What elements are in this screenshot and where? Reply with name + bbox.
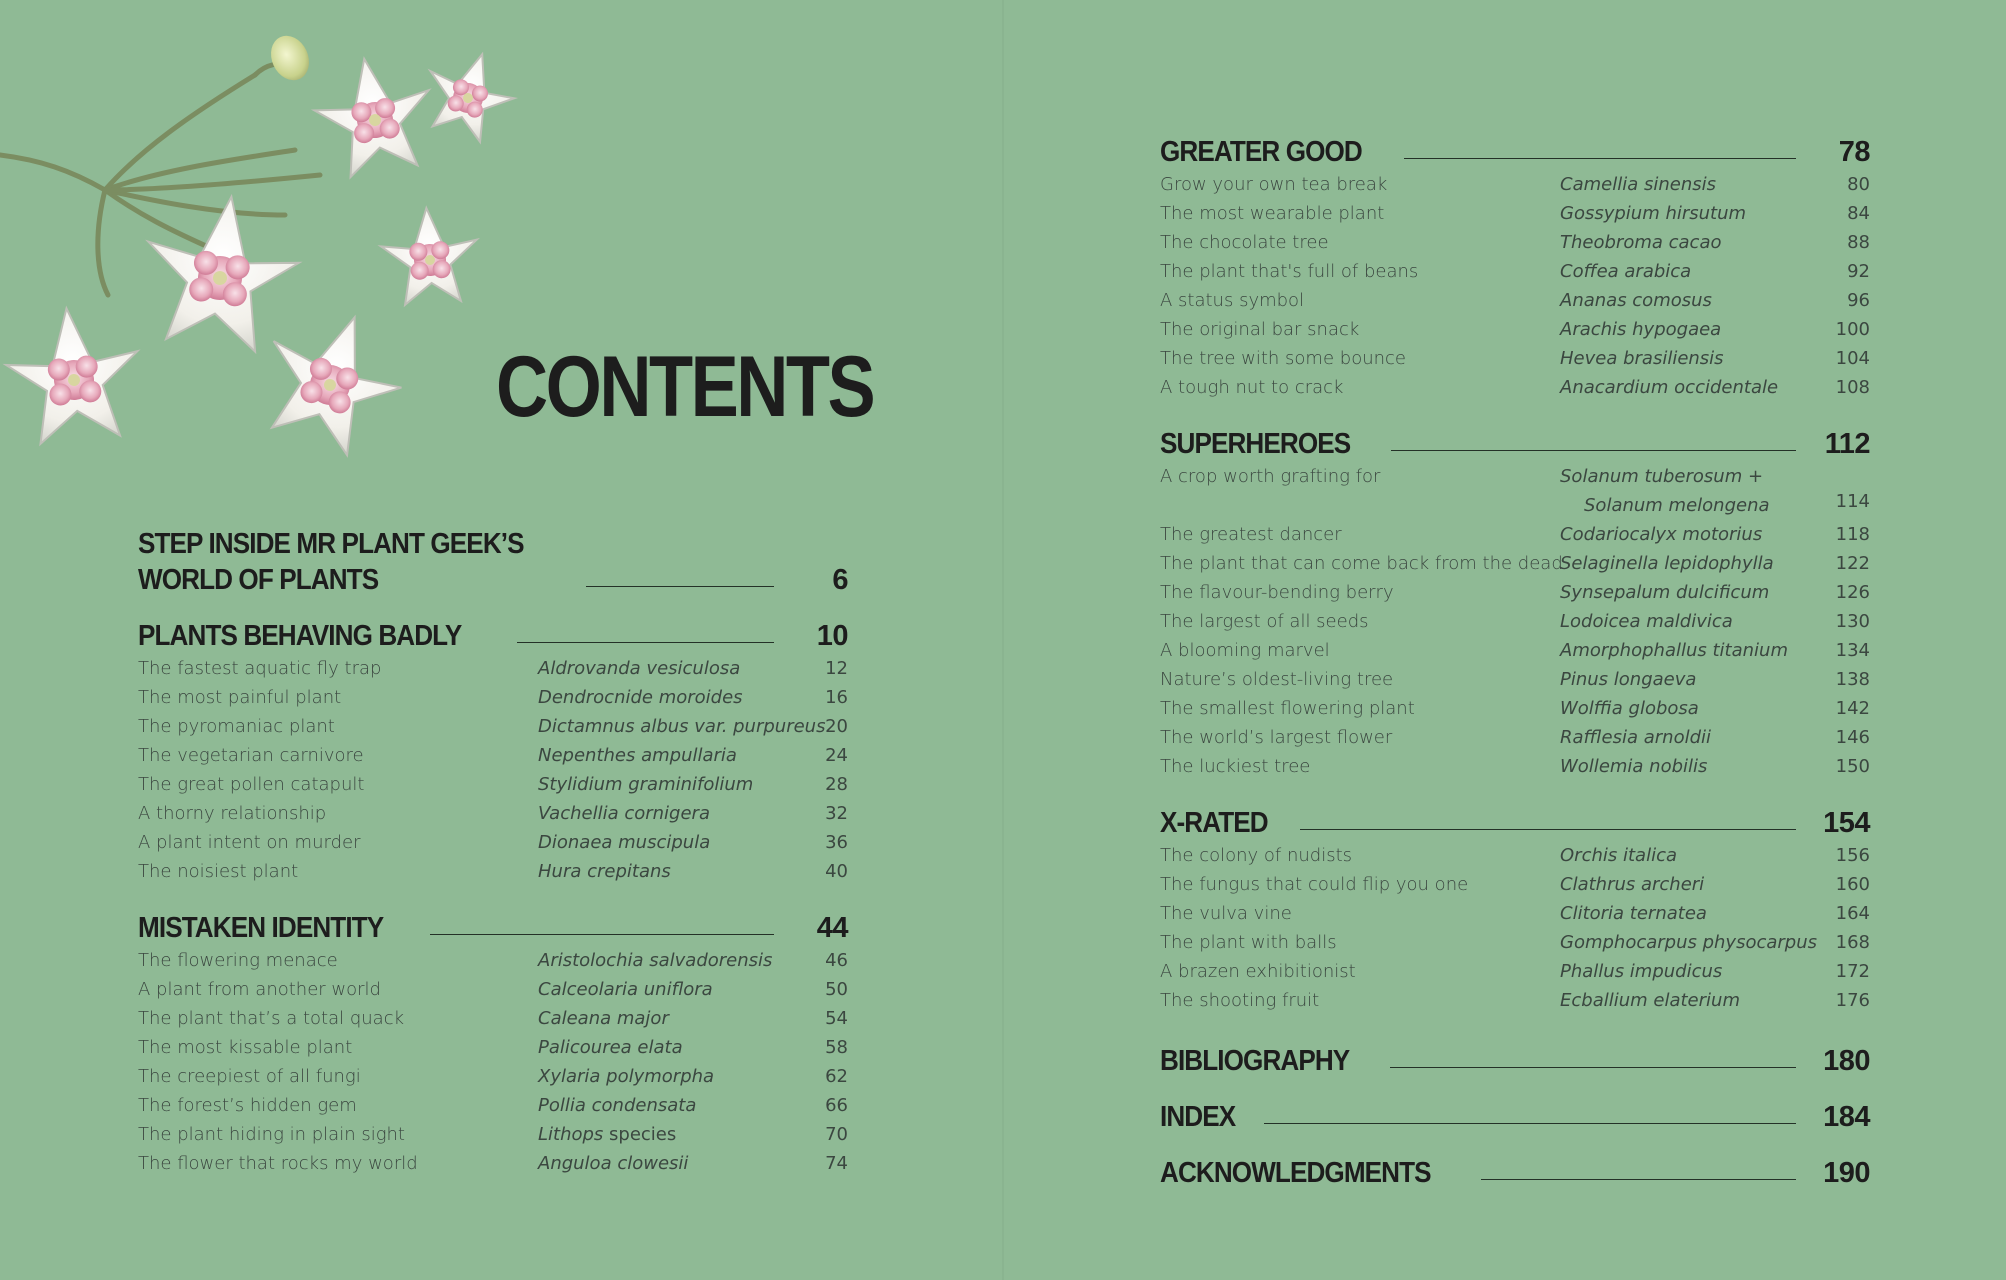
page-number: 40 (825, 861, 848, 882)
section-heading: ACKNOWLEDGMENTS (1160, 1157, 1431, 1189)
page-number: 138 (1835, 669, 1870, 690)
scientific-name: Wolffia globosa (1560, 698, 1699, 719)
leader-line (1300, 829, 1796, 830)
greater-good-section (1160, 136, 1870, 402)
scientific-name: Selaginella lepidophylla (1560, 553, 1774, 574)
page-number: 100 (1835, 319, 1870, 340)
leader-line (1404, 158, 1796, 159)
toc-entry[interactable] (138, 857, 848, 886)
page-number: 150 (1835, 756, 1870, 777)
section-page-number: 112 (1824, 428, 1870, 460)
toc-entry[interactable] (138, 975, 848, 1004)
entry-title: The flower that rocks my world (138, 1153, 418, 1174)
leader-line (1481, 1179, 1796, 1180)
entry-title: The plant that's full of beans (1160, 261, 1419, 282)
entry-title: The colony of nudists (1160, 845, 1353, 866)
toc-entry[interactable] (1160, 723, 1870, 752)
page-number: 168 (1835, 932, 1870, 953)
page-number: 84 (1847, 203, 1870, 224)
entry-title: A crop worth grafting for (1160, 466, 1381, 487)
toc-entry[interactable] (138, 1004, 848, 1033)
section-heading-row[interactable] (1160, 428, 1870, 460)
section-page-number: 190 (1823, 1157, 1870, 1189)
scientific-name-line-2: Solanum melongena (1584, 495, 1770, 516)
entry-title: The most painful plant (138, 687, 342, 708)
toc-entry[interactable] (138, 654, 848, 683)
scientific-name: Orchis italica (1560, 845, 1677, 866)
index-section (1160, 1101, 1870, 1133)
page-number: 16 (825, 687, 848, 708)
toc-entry[interactable] (1160, 286, 1870, 315)
entry-title: The most wearable plant (1160, 203, 1385, 224)
toc-entry[interactable] (1160, 607, 1870, 636)
section-page-number: 78 (1838, 136, 1870, 168)
entry-title: The vulva vine (1160, 903, 1292, 924)
bibliography-section (1160, 1045, 1870, 1077)
scientific-name: Lodoicea maldivica (1560, 611, 1733, 632)
entry-title: The great pollen catapult (138, 774, 365, 795)
page-number: 114 (1835, 491, 1870, 512)
section-heading: PLANTS BEHAVING BADLY (138, 620, 462, 652)
page-number: 96 (1847, 290, 1870, 311)
entry-title: The noisiest plant (138, 861, 299, 882)
entry-title: The luckiest tree (1160, 756, 1311, 777)
section-items (138, 654, 848, 886)
toc-entry[interactable] (1160, 520, 1870, 549)
scientific-name-italic: Lithops (538, 1124, 604, 1145)
page-number: 50 (825, 979, 848, 1000)
page-number: 54 (825, 1008, 848, 1029)
scientific-name: Vachellia cornigera (538, 803, 710, 824)
toc-entry[interactable] (138, 1033, 848, 1062)
scientific-name: Palicourea elata (538, 1037, 683, 1058)
entry-title: The smallest flowering plant (1160, 698, 1415, 719)
entry-title: The fastest aquatic fly trap (138, 658, 382, 679)
toc-entry[interactable] (138, 683, 848, 712)
toc-entry[interactable] (1160, 870, 1870, 899)
section-heading-row[interactable] (138, 912, 848, 944)
intro-heading-line-2: WORLD OF PLANTS (138, 564, 379, 596)
toc-entry[interactable] (1160, 841, 1870, 870)
entry-title: Grow your own tea break (1160, 174, 1388, 195)
scientific-name (1560, 462, 1810, 520)
entry-title: A tough nut to crack (1160, 377, 1344, 398)
intro-page-number: 6 (832, 564, 848, 596)
leader-line (1391, 450, 1796, 451)
page-number: 130 (1835, 611, 1870, 632)
scientific-name: Aldrovanda vesiculosa (538, 658, 741, 679)
scientific-name: Gossypium hirsutum (1560, 203, 1747, 224)
entry-title: The world’s largest flower (1160, 727, 1393, 748)
acknowledgments-section (1160, 1157, 1870, 1189)
toc-entry[interactable] (1160, 957, 1870, 986)
page-number: 172 (1835, 961, 1870, 982)
section-items (1160, 841, 1870, 1015)
toc-entry[interactable] (138, 946, 848, 975)
page-number: 126 (1835, 582, 1870, 603)
milkweed-flower-illustration-icon (0, 20, 530, 450)
section-spacer (138, 886, 848, 912)
scientific-name: Hura crepitans (538, 861, 671, 882)
entry-title: The chocolate tree (1160, 232, 1329, 253)
page-number: 104 (1835, 348, 1870, 369)
leader-line (430, 934, 774, 935)
entry-title: The greatest dancer (1160, 524, 1342, 545)
page-number: 164 (1835, 903, 1870, 924)
entry-title: The forest’s hidden gem (138, 1095, 357, 1116)
scientific-name: Rafflesia arnoldii (1560, 727, 1712, 748)
page-number: 80 (1847, 174, 1870, 195)
entry-title: A status symbol (1160, 290, 1305, 311)
scientific-name: Stylidium graminifolium (538, 774, 754, 795)
section-items (138, 946, 848, 1178)
scientific-name: Pinus longaeva (1560, 669, 1697, 690)
mistaken-identity-section (138, 912, 848, 1178)
page-number: 118 (1835, 524, 1870, 545)
section-heading-row[interactable] (1160, 136, 1870, 168)
toc-entry[interactable] (138, 828, 848, 857)
page-number: 160 (1835, 874, 1870, 895)
toc-entry[interactable] (1160, 986, 1870, 1015)
entry-title: A plant from another world (138, 979, 381, 1000)
section-items (1160, 462, 1870, 781)
entry-title: The flavour-bending berry (1160, 582, 1394, 603)
section-spacer (1160, 1133, 1870, 1157)
entry-title: The plant hiding in plain sight (138, 1124, 405, 1145)
scientific-name: Amorphophallus titanium (1560, 640, 1788, 661)
scientific-name (538, 1120, 788, 1149)
entry-title: The flowering menace (138, 950, 338, 971)
scientific-name: Codariocalyx motorius (1560, 524, 1763, 545)
x-rated-section (1160, 807, 1870, 1015)
scientific-name: Synsepalum dulcificum (1560, 582, 1770, 603)
toc-entry[interactable] (138, 1091, 848, 1120)
toc-entry[interactable] (138, 1062, 848, 1091)
section-heading: SUPERHEROES (1160, 428, 1351, 460)
entry-title: The plant with balls (1160, 932, 1337, 953)
leader-line (1264, 1123, 1796, 1124)
section-items (1160, 170, 1870, 402)
scientific-name: Dendrocnide moroides (538, 687, 743, 708)
section-heading-row[interactable] (1160, 1157, 1870, 1189)
scientific-name: Theobroma cacao (1560, 232, 1722, 253)
scientific-name: Dionaea muscipula (538, 832, 711, 853)
intro-heading-stack (138, 528, 566, 596)
entry-title: The shooting fruit (1160, 990, 1320, 1011)
section-spacer (138, 596, 848, 620)
entry-title: The creepiest of all fungi (138, 1066, 361, 1087)
page-number: 28 (825, 774, 848, 795)
page-number: 74 (825, 1153, 848, 1174)
entry-title: A plant intent on murder (138, 832, 361, 853)
scientific-name-line-1: Solanum tuberosum + (1560, 466, 1764, 487)
page-number: 32 (825, 803, 848, 824)
scientific-name: Pollia condensata (538, 1095, 697, 1116)
superheroes-section (1160, 428, 1870, 781)
page-number: 24 (825, 745, 848, 766)
scientific-name: Arachis hypogaea (1560, 319, 1722, 340)
left-contents-column (138, 530, 848, 1178)
plants-behaving-badly-section (138, 620, 848, 886)
section-page-number: 10 (816, 620, 848, 652)
page-number: 12 (825, 658, 848, 679)
entry-title: The pyromaniac plant (138, 716, 335, 737)
intro-section (138, 530, 848, 596)
page-number: 70 (825, 1124, 848, 1145)
scientific-name: Ananas comosus (1560, 290, 1712, 311)
toc-entry[interactable] (1160, 373, 1870, 402)
entry-title: The largest of all seeds (1160, 611, 1369, 632)
page-number: 88 (1847, 232, 1870, 253)
page-number: 66 (825, 1095, 848, 1116)
section-spacer (1160, 1015, 1870, 1045)
scientific-name: Hevea brasiliensis (1560, 348, 1724, 369)
toc-entry[interactable] (1160, 549, 1870, 578)
toc-entry[interactable] (1160, 228, 1870, 257)
section-heading: GREATER GOOD (1160, 136, 1362, 168)
entry-title: The original bar snack (1160, 319, 1360, 340)
page-number: 20 (825, 716, 848, 737)
page-title: CONTENTS (496, 339, 874, 435)
scientific-name: Nepenthes ampullaria (538, 745, 737, 766)
entry-title: A brazen exhibitionist (1160, 961, 1356, 982)
scientific-name-suffix: species (603, 1124, 677, 1145)
entry-title: The plant that’s a total quack (138, 1008, 405, 1029)
toc-entry[interactable] (1160, 199, 1870, 228)
entry-title: The tree with some bounce (1160, 348, 1406, 369)
toc-entry[interactable] (1160, 694, 1870, 723)
page-number: 156 (1835, 845, 1870, 866)
section-spacer (1160, 1077, 1870, 1101)
entry-title: The plant that can come back from the dead (1160, 553, 1563, 574)
page-number: 146 (1835, 727, 1870, 748)
page-number: 92 (1847, 261, 1870, 282)
toc-entry[interactable] (138, 741, 848, 770)
section-heading: INDEX (1160, 1101, 1236, 1133)
toc-entry[interactable] (1160, 315, 1870, 344)
entry-title: Nature’s oldest-living tree (1160, 669, 1394, 690)
entry-title: A blooming marvel (1160, 640, 1330, 661)
page-number: 142 (1835, 698, 1870, 719)
page-number: 58 (825, 1037, 848, 1058)
section-page-number: 154 (1823, 807, 1870, 839)
toc-entry[interactable] (1160, 462, 1870, 520)
section-page-number: 44 (816, 912, 848, 944)
toc-entry[interactable] (1160, 344, 1870, 373)
page-number: 108 (1835, 377, 1870, 398)
scientific-name: Anguloa clowesii (538, 1153, 689, 1174)
scientific-name: Aristolochia salvadorensis (538, 950, 773, 971)
scientific-name: Clathrus archeri (1560, 874, 1705, 895)
scientific-name: Gomphocarpus physocarpus (1560, 932, 1818, 953)
scientific-name: Ecballium elaterium (1560, 990, 1740, 1011)
toc-entry[interactable] (138, 770, 848, 799)
toc-entry[interactable] (1160, 928, 1870, 957)
scientific-name: Caleana major (538, 1008, 669, 1029)
leader-line (1390, 1067, 1796, 1068)
page-number: 46 (825, 950, 848, 971)
scientific-name: Calceolaria uniflora (538, 979, 713, 1000)
scientific-name: Dictamnus albus var. purpureus (538, 716, 826, 737)
toc-entry[interactable] (1160, 665, 1870, 694)
toc-entry[interactable] (138, 799, 848, 828)
scientific-name: Clitoria ternatea (1560, 903, 1707, 924)
scientific-name: Anacardium occidentale (1560, 377, 1779, 398)
section-heading: BIBLIOGRAPHY (1160, 1045, 1350, 1077)
toc-entry[interactable] (138, 1149, 848, 1178)
toc-entry[interactable] (138, 1120, 848, 1149)
scientific-name: Phallus impudicus (1560, 961, 1723, 982)
toc-entry[interactable] (1160, 636, 1870, 665)
toc-entry[interactable] (1160, 170, 1870, 199)
entry-title: The fungus that could flip you one (1160, 874, 1469, 895)
intro-heading-line-1: STEP INSIDE MR PLANT GEEK’S (138, 528, 524, 560)
toc-entry[interactable] (138, 712, 848, 741)
section-page-number: 180 (1823, 1045, 1870, 1077)
section-page-number: 184 (1823, 1101, 1870, 1133)
toc-entry[interactable] (1160, 578, 1870, 607)
leader-line (586, 586, 774, 587)
toc-entry[interactable] (1160, 899, 1870, 928)
toc-entry[interactable] (1160, 752, 1870, 781)
page-number: 122 (1835, 553, 1870, 574)
leader-line (517, 642, 774, 643)
entry-title: The most kissable plant (138, 1037, 353, 1058)
section-heading-row[interactable] (1160, 1101, 1870, 1133)
intro-heading-row[interactable] (138, 530, 848, 596)
section-heading: X-RATED (1160, 807, 1268, 839)
section-heading-row[interactable] (138, 620, 848, 652)
entry-title: The vegetarian carnivore (138, 745, 364, 766)
entry-title: A thorny relationship (138, 803, 327, 824)
scientific-name: Xylaria polymorpha (538, 1066, 715, 1087)
toc-entry[interactable] (1160, 257, 1870, 286)
section-spacer (1160, 402, 1870, 428)
section-heading-row[interactable] (1160, 1045, 1870, 1077)
section-heading: MISTAKEN IDENTITY (138, 912, 384, 944)
section-heading-row[interactable] (1160, 807, 1870, 839)
right-contents-column (1160, 136, 1870, 1189)
page-number: 134 (1835, 640, 1870, 661)
page-number: 36 (825, 832, 848, 853)
page-number: 62 (825, 1066, 848, 1087)
scientific-name: Coffea arabica (1560, 261, 1692, 282)
page-gutter (1002, 0, 1004, 1280)
section-spacer (1160, 781, 1870, 807)
page-number: 176 (1835, 990, 1870, 1011)
scientific-name: Wollemia nobilis (1560, 756, 1708, 777)
scientific-name: Camellia sinensis (1560, 174, 1716, 195)
